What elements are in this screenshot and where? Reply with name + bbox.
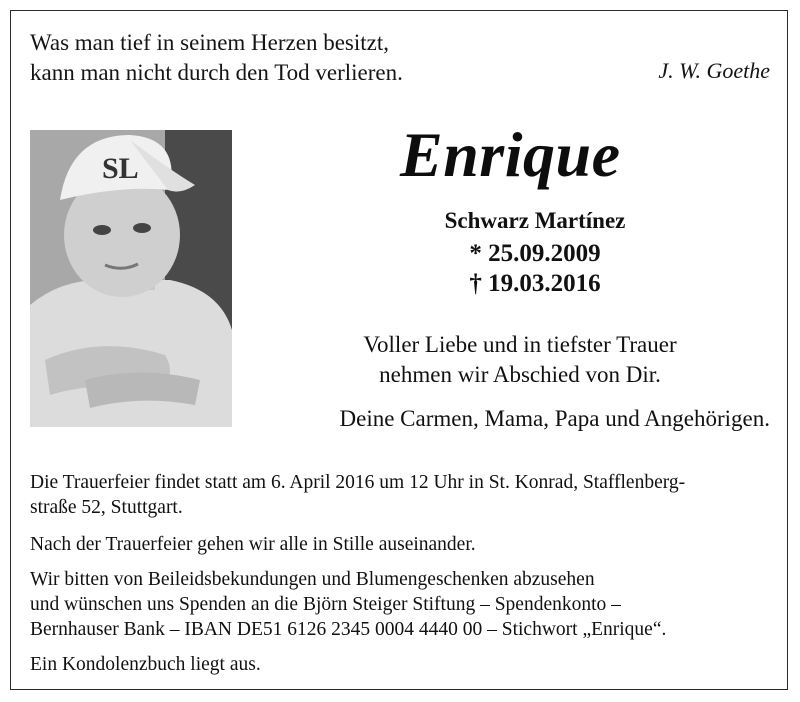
quote-line-2: kann man nicht durch den Tod verlieren. <box>30 60 403 85</box>
mourning-line-2: nehmen wir Abschied von Dir. <box>379 362 661 387</box>
portrait-photo <box>30 130 232 427</box>
first-name: Enrique <box>400 119 621 190</box>
birth-date: * 25.09.2009 <box>469 240 601 267</box>
death-date: † 19.03.2016 <box>469 270 601 297</box>
funeral-line-1: Die Trauerfeier findet statt am 6. April 2016 um 12 Uhr in St. Konrad, Stafflenberg- <box>30 472 686 493</box>
funeral-line-2: straße 52, Stuttgart. <box>30 497 183 518</box>
mourning-text <box>320 330 720 390</box>
svg-text:SL: SL <box>102 152 139 185</box>
donation-line-2: und wünschen uns Spenden an die Björn Steiger Stiftung – Spendenkonto – <box>30 594 621 615</box>
portrait-illustration <box>30 130 232 427</box>
donation-line-3: Bernhauser Bank – IBAN DE51 6126 2345 0004 4440 00 – Stichwort „Enrique“. <box>30 619 667 640</box>
family-signature: Deine Carmen, Mama, Papa und Angehörigen. <box>339 406 770 431</box>
quote-line-1: Was man tief in seinem Herzen besitzt, <box>30 30 389 55</box>
funeral-info <box>30 470 775 520</box>
mourning-line-1: Voller Liebe und in tiefster Trauer <box>363 332 677 357</box>
goethe-quote <box>30 28 403 88</box>
after-funeral-note: Nach der Trauerfeier gehen wir alle in Stille auseinander. <box>30 534 476 555</box>
quote-author: J. W. Goethe <box>658 58 770 83</box>
donation-line-1: Wir bitten von Beileidsbekundungen und Blumengeschenken abzusehen <box>30 569 595 590</box>
condolence-book-note: Ein Kondolenzbuch liegt aus. <box>30 654 261 675</box>
surname: Schwarz Martínez <box>444 208 626 233</box>
donation-request <box>30 567 775 642</box>
